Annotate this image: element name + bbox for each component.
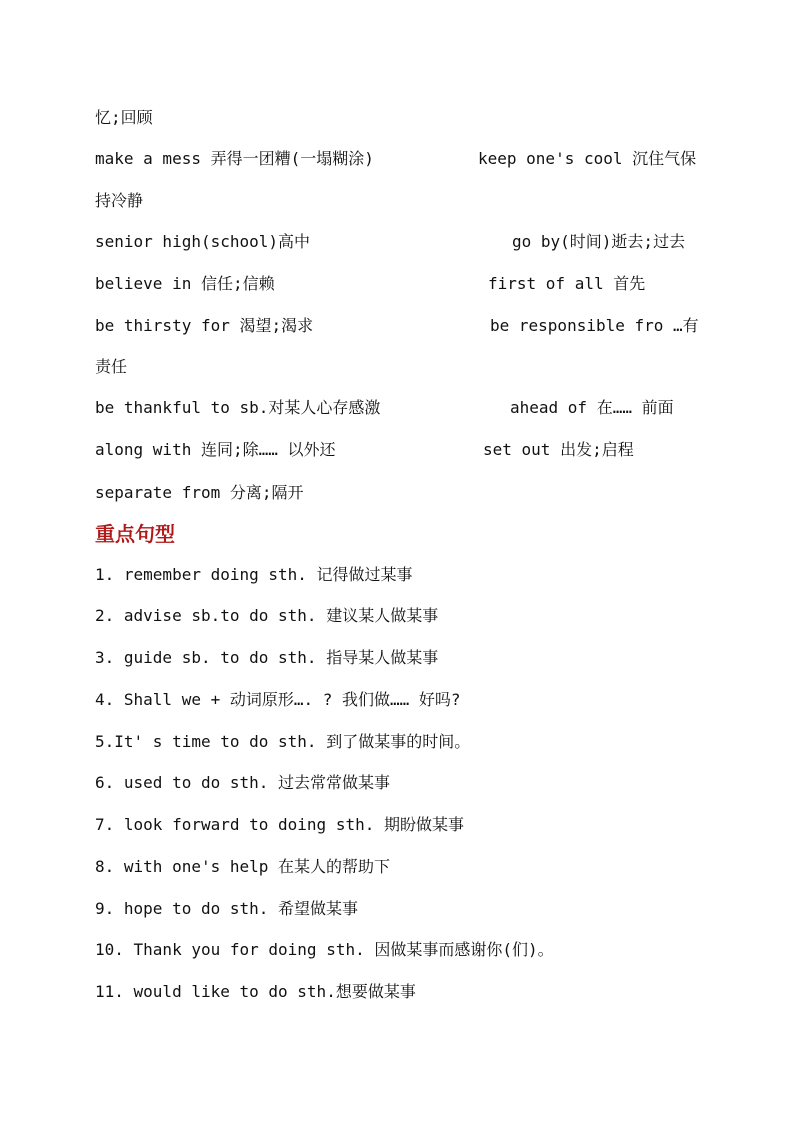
sentence-pattern: 2. advise sb.to do sth. 建议某人做某事 — [95, 606, 439, 625]
sentence-pattern: 10. Thank you for doing sth. 因做某事而感谢你(们)。 — [95, 940, 554, 959]
vocab-phrase: separate from 分离;隔开 — [95, 483, 304, 502]
vocab-line: 忆;回顾 — [95, 108, 153, 127]
vocab-phrase: ahead of 在…… 前面 — [510, 398, 674, 417]
sentence-pattern: 3. guide sb. to do sth. 指导某人做某事 — [95, 648, 439, 667]
sentence-pattern: 7. look forward to doing sth. 期盼做某事 — [95, 815, 464, 834]
vocab-phrase: set out 出发;启程 — [483, 440, 634, 459]
vocab-phrase: along with 连同;除…… 以外还 — [95, 440, 336, 459]
vocab-phrase: go by(时间)逝去;过去 — [512, 232, 686, 251]
sentence-pattern: 8. with one's help 在某人的帮助下 — [95, 857, 391, 876]
vocab-phrase: first of all 首先 — [488, 274, 646, 293]
vocab-phrase: be responsible fro …有 — [490, 316, 699, 335]
vocab-phrase: make a mess 弄得一团糟(一塌糊涂) — [95, 149, 374, 168]
sentence-pattern: 5.It' s time to do sth. 到了做某事的时间。 — [95, 732, 471, 751]
sentence-pattern: 4. Shall we + 动词原形…. ? 我们做…… 好吗? — [95, 690, 461, 709]
vocab-phrase: be thirsty for 渴望;渴求 — [95, 316, 314, 335]
vocab-phrase: keep one's cool 沉住气保 — [478, 149, 697, 168]
vocab-phrase: believe in 信任;信赖 — [95, 274, 275, 293]
vocab-phrase: be thankful to sb.对某人心存感激 — [95, 398, 381, 417]
vocab-phrase: senior high(school)高中 — [95, 232, 311, 251]
sentence-pattern: 11. would like to do sth.想要做某事 — [95, 982, 416, 1001]
sentence-pattern: 9. hope to do sth. 希望做某事 — [95, 899, 359, 918]
vocab-line: 持冷静 — [95, 191, 144, 210]
sentence-pattern: 1. remember doing sth. 记得做过某事 — [95, 565, 413, 584]
sentence-pattern: 6. used to do sth. 过去常常做某事 — [95, 773, 391, 792]
section-heading: 重点句型 — [95, 522, 175, 546]
vocab-line: 责任 — [95, 357, 128, 376]
